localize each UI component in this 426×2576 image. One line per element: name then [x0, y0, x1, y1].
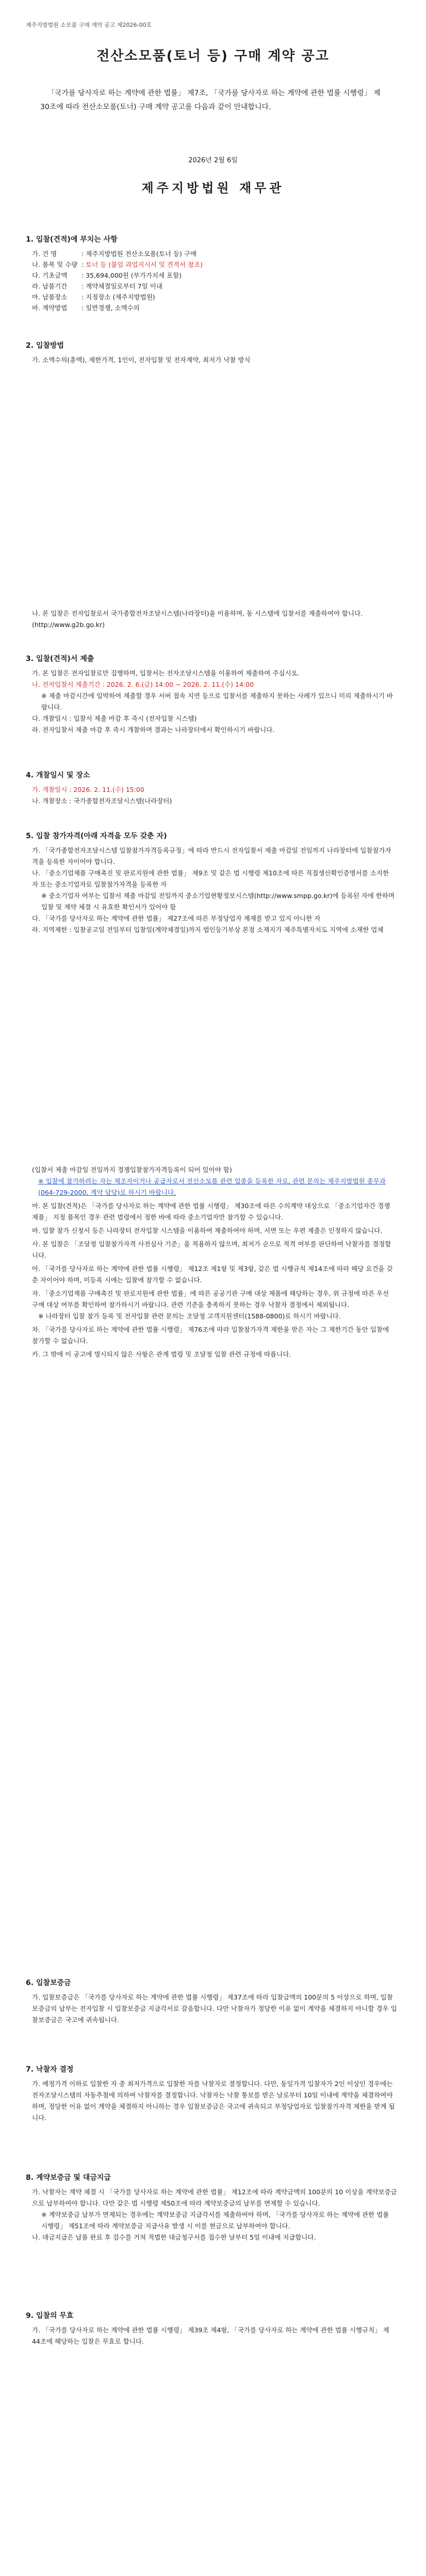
paragraph: 가. 「국가종합전자조달시스템 입찰참가자격등록규정」에 따라 반드시 전자입찰서 제출 마감일 전일까지 나라장터에 입찰참가자격을 등록한 자이어야 합니다. — [32, 846, 391, 866]
opening-datetime: 가. 개찰일시 : 2026. 2. 11.(수) 15:00 — [32, 786, 144, 793]
paragraph: 자. 「중소기업제품 구매촉진 및 판로지원에 관한 법률」에 따른 공공기관 구매 대상 제품에 해당하는 경우, 위 규정에 따른 우선구매 대상 여부를 확인하여 참가하시기 바랍니다. 관련 기준을 충족하지 못하는 경우 낙찰자 결정에서 제외됩니다. — [32, 1290, 389, 1309]
info-value: 계약체결일로부터 7일 이내 — [86, 282, 162, 290]
info-label: 가. 건 명 — [32, 250, 57, 258]
info-row: 바. 계약방법 : 일반경쟁, 소액수의 — [32, 302, 397, 313]
paragraph: 다. 「국가를 당사자로 하는 계약에 관한 법률」 제27조에 따른 부정당업자 제재를 받고 있지 아니한 자 — [32, 914, 321, 922]
info-row: 마. 납품장소 : 지정장소 (제주지방법원) — [32, 292, 397, 302]
paragraph: 카. 그 밖에 이 공고에 명시되지 않은 사항은 관계 법령 및 조달청 입찰 관련 규정에 따릅니다. — [32, 1350, 291, 1358]
section-opening — [26, 770, 397, 807]
notice-bullet: ※ 중소기업자 여부는 입찰서 제출 마감일 전일까지 중소기업현황정보시스템(http://www.smpp.go.kr)에 등록된 자에 한하며 입찰 및 계약 체결 시 유효한 확인서가 있어야 함 — [41, 892, 395, 911]
info-value: 지정장소 (제주지방법원) — [86, 293, 155, 301]
section-eligibility-continued — [32, 1164, 393, 1360]
period-label: 나. 전자입찰서 제출기간 : — [32, 681, 107, 688]
section-invalid-bids — [26, 2310, 397, 2347]
paragraph: 나. 본 입찰은 전자입찰로서 국가종합전자조달시스템(나라장터)을 이용하며, 동 시스템에 입찰서를 제출하여야 합니다. (http://www.g2b.go.kr) — [32, 609, 363, 629]
section-heading: 3. 입찰(견적)서 제출 — [26, 655, 94, 663]
paragraph: 나. 대금지급은 납품 완료 후 검수를 거쳐 적법한 대금청구서를 접수한 날부터 5일 이내에 지급합니다. — [32, 2233, 316, 2241]
intro-paragraph: 「국가를 당사자로 하는 계약에 관한 법률」 제7조, 「국가를 당사자로 하는 계약에 관한 법률 시행령」 제30조에 따라 전산소모품(토너) 구매 계약 공고를 다음과 같이 안내합니다. — [40, 89, 381, 111]
info-value: 35,694,000원 (부가가치세 포함) — [86, 272, 182, 279]
submission-period — [26, 679, 397, 690]
info-row: 라. 납품기간 : 계약체결일로부터 7일 이내 — [32, 281, 397, 292]
section-bid-submission — [26, 653, 397, 736]
paragraph: 마. 본 입찰(견적)은 「국가를 당사자로 하는 계약에 관한 법률 시행령」 제30조에 따른 수의계약 대상으로 「중소기업자간 경쟁제품」 지정 품목인 경우 관련 법령에서 정한 바에 따라 중소기업자만 참가할 수 있습니다. — [32, 1202, 390, 1221]
info-value: 일반경쟁, 소액수의 — [86, 304, 140, 312]
paragraph: 가. 본 입찰은 전자입찰로만 집행하며, 입찰서는 전자조달시스템을 이용하여 제출하여 주십시오. — [32, 669, 300, 677]
section-bidding-method — [26, 340, 397, 366]
section-contract-deposit — [26, 2172, 397, 2243]
notice-bullet: ※ 제출 마감시간에 임박하여 제출할 경우 서버 접속 지연 등으로 입찰서를 제출하지 못하는 사례가 있으니 미리 제출하시기 바랍니다. — [41, 692, 393, 711]
paragraph: 가. 소액수의(총액), 제한가격, 1인이, 전자입찰 및 전자계약, 최저가 낙찰 방식 — [32, 356, 251, 364]
section-award — [26, 2064, 397, 2124]
paragraph: 나. 「중소기업제품 구매촉진 및 판로지원에 관한 법률」 제9조 및 같은 법 시행령 제10조에 따른 직접생산확인증명서를 소지한 자 또는 중소기업자로 입찰참가자격을 등록한 자 — [32, 869, 389, 888]
info-label: 라. 납품기간 — [32, 282, 68, 290]
issuing-organization: 제주지방법원 재무관 — [141, 181, 285, 195]
info-label: 다. 기초금액 — [32, 272, 68, 279]
info-value: 제주지방법원 전산소모품(토너 등) 구매 — [86, 250, 197, 258]
paragraph: (입찰서 제출 마감일 전일까지 경쟁입찰참가자격등록이 되어 있어야 함) — [32, 1166, 232, 1174]
info-label: 바. 계약방법 — [32, 304, 68, 312]
notice-title: 전산소모품(토너 등) 구매 계약 공고 — [96, 48, 330, 64]
notice-bullet: ※ 나라장터 입찰 참가 등록 및 전자입찰 관련 문의는 조달청 고객지원센터(1588-0800)로 하시기 바랍니다. — [38, 1312, 341, 1320]
section-heading: 1. 입찰(견적)에 부치는 사항 — [26, 235, 118, 244]
opening-place: 나. 개찰장소 : 국가종합전자조달시스템(나라장터) — [32, 797, 172, 805]
paragraph: 사. 본 입찰은 「조달청 입찰참가자격 사전심사 기준」을 적용하지 않으며, 최저가 순으로 적격 여부를 판단하여 낙찰자를 결정합니다. — [32, 1240, 391, 1259]
section-bidding-items — [26, 234, 397, 313]
paragraph: 바. 입찰 참가 신청서 등은 나라장터 전자입찰 시스템을 이용하여 제출하여야 하며, 서면 또는 우편 제출은 인정하지 않습니다. — [32, 1227, 383, 1234]
paragraph: 가. 낙찰자는 계약 체결 시 「국가를 당사자로 하는 계약에 관한 법률」 제12조에 따라 계약금액의 100분의 10 이상을 계약보증금으로 납부하여야 합니다. 다만 같은 법 시행령 제50조에 따라 계약보증금의 납부를 면제할 수 있습니다. — [32, 2188, 397, 2207]
section-heading: 4. 개찰일시 및 장소 — [26, 771, 90, 779]
section-heading: 9. 입찰의 무효 — [26, 2312, 74, 2320]
paragraph: 가. 「국가를 당사자로 하는 계약에 관한 법률 시행령」 제39조 제4항, 「국가를 당사자로 하는 계약에 관한 법률 시행규칙」 제44조에 해당하는 입찰은 무효로 합니다. — [32, 2326, 389, 2345]
section-heading: 8. 계약보증금 및 대금지급 — [26, 2174, 111, 2182]
section-heading: 5. 입찰 참가자격(아래 자격을 모두 갖춘 자) — [26, 832, 167, 840]
info-row: 나. 품목 및 수량 : 토너 등 (붙임 과업지시서 및 견적서 참조) — [32, 259, 397, 270]
section-bid-deposit — [26, 1977, 397, 2026]
section-heading: 2. 입찰방법 — [26, 342, 64, 350]
paragraph: 라. 지역제한 : 입찰공고일 전일부터 입찰일(계약체결일)까지 법인등기부상 본점 소재지가 제주특별자치도 지역에 소재한 업체 — [32, 926, 384, 934]
info-row: 다. 기초금액 : 35,694,000원 (부가가치세 포함) — [32, 270, 397, 281]
document-number: 제주지방법원 소모품 구매 계약 공고 제2026-00호 — [26, 22, 152, 28]
paragraph: 다. 개찰일시 : 입찰서 제출 마감 후 즉시 (전자입찰 시스템) — [32, 715, 197, 722]
paragraph: 가. 입찰보증금은 「국가를 당사자로 하는 계약에 관한 법률 시행령」 제37조에 따라 입찰금액의 100분의 5 이상으로 하며, 입찰보증금의 납부는 전자입찰 시 입찰보증금 지급각서로 갈음합니다. 다만 낙찰자가 정당한 이유 없이 계약을 체결하지 아니할 경우 입찰보증금은 국고에 귀속됩니다. — [32, 1993, 397, 2024]
period-value: 2026. 2. 6.(금) 14:00 ~ 2026. 2. 11.(수) 14:00 — [106, 681, 254, 688]
section-heading: 6. 입찰보증금 — [26, 1979, 71, 1987]
info-label: 나. 품목 및 수량 — [32, 261, 78, 268]
notice-bullet: ※ 입찰에 참가하려는 자는 제조자이거나 공급자로서 전산소모품 관련 업종을 등록한 자로, 관련 문의는 제주지방법원 총무과(064-729-2000, 계약 담당)로 하시기 바랍니다. — [38, 1177, 386, 1196]
notice-bullet: ※ 계약보증금 납부가 면제되는 경우에는 계약보증금 지급각서를 제출하여야 하며, 「국가를 당사자로 하는 계약에 관한 법률 시행령」 제51조에 따라 계약보증금 지급사유 발생 시 이를 현금으로 납부하여야 합니다. — [41, 2211, 389, 2230]
section-heading: 7. 낙찰자 결정 — [26, 2065, 74, 2074]
paragraph: 아. 「국가를 당사자로 하는 계약에 관한 법률 시행령」 제12조 제1항 및 제3항, 같은 법 시행규칙 제14조에 따라 해당 요건을 갖춘 자이어야 하며, 미등록 시에는 입찰에 참가할 수 없습니다. — [32, 1265, 393, 1284]
info-row: 가. 건 명 : 제주지방법원 전산소모품(토너 등) 구매 — [32, 248, 397, 259]
notice-date: 2026년 2월 6일 — [188, 157, 238, 164]
paragraph: 차. 「국가를 당사자로 하는 계약에 관한 법률 시행령」 제76조에 따라 입찰참가자격 제한을 받은 자는 그 제한기간 동안 입찰에 참가할 수 없습니다. — [32, 1326, 389, 1345]
section-eligibility — [26, 831, 397, 936]
info-value: 토너 등 (붙임 과업지시서 및 견적서 참조) — [86, 261, 203, 268]
info-label: 마. 납품장소 — [32, 293, 68, 301]
paragraph: 가. 예정가격 이하로 입찰한 자 중 최저가격으로 입찰한 자를 낙찰자로 결정합니다. 다만, 동일가격 입찰자가 2인 이상인 경우에는 전자조달시스템의 자동추첨에 의하여 낙찰자를 결정합니다. 낙찰자는 낙찰 통보를 받은 날로부터 10일 이내에 계약을 체결하여야 하며, 정당한 이유 없이 계약을 체결하지 아니하는 경우 입찰보증금은 국고에 귀속되고 부정당업자로 입찰참가자격 제한을 받게 됩니다. — [32, 2080, 395, 2122]
paragraph: 라. 전자입찰서 제출 마감 후 즉시 개찰하며 결과는 나라장터에서 확인하시기 바랍니다. — [32, 726, 275, 734]
